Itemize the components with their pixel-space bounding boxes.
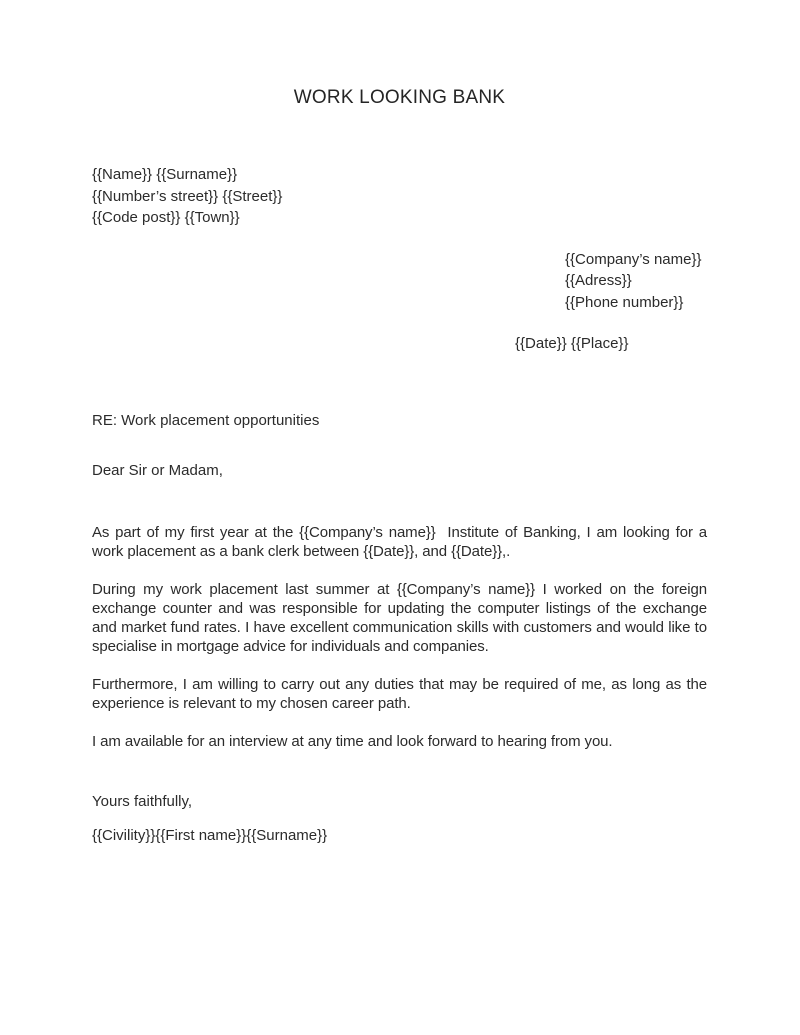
subject-line: RE: Work placement opportunities — [92, 411, 320, 429]
salutation: Dear Sir or Madam, — [92, 461, 223, 479]
sender-address-block — [92, 164, 707, 229]
letter-title: WORK LOOKING BANK — [293, 87, 506, 108]
signature-line: {{Civility}}{{First name}}{{Surname}} — [92, 826, 328, 844]
body-paragraph-4: I am available for an interview at any time and look forward to hearing from you. — [92, 732, 613, 750]
recipient-phone-line: {{Phone number}} — [565, 293, 684, 311]
closing-line: Yours faithfully, — [92, 792, 193, 810]
body-paragraph-3: Furthermore, I am willing to carry out any duties that may be required of me, as long as the experience is relevant to my chosen career path. — [92, 675, 712, 712]
sender-name-line: {{Name}} {{Surname}} — [92, 166, 238, 183]
sender-town-line: {{Code post}} {{Town}} — [92, 209, 240, 226]
body-paragraph-1: As part of my first year at the {{Company’s name}} Institute of Banking, I am looking for a work placement as a bank clerk between {{Date}}, and {{Date}},. — [92, 523, 712, 560]
sender-street-line: {{Number’s street}} {{Street}} — [92, 187, 283, 205]
date-place-line: {{Date}} {{Place}} — [515, 335, 629, 352]
recipient-company-line: {{Company’s name}} — [565, 250, 702, 268]
body-paragraph-2: During my work placement last summer at {{Company’s name}} I worked on the foreign exchange counter and was responsible for updating the computer listings of the exchange and market fund rates. I have excellent communication skills with customers and would like to specialise in mortgage advice for individuals and companies. — [92, 580, 712, 655]
recipient-address-block — [565, 249, 707, 314]
recipient-address-line: {{Adress}} — [565, 272, 632, 289]
